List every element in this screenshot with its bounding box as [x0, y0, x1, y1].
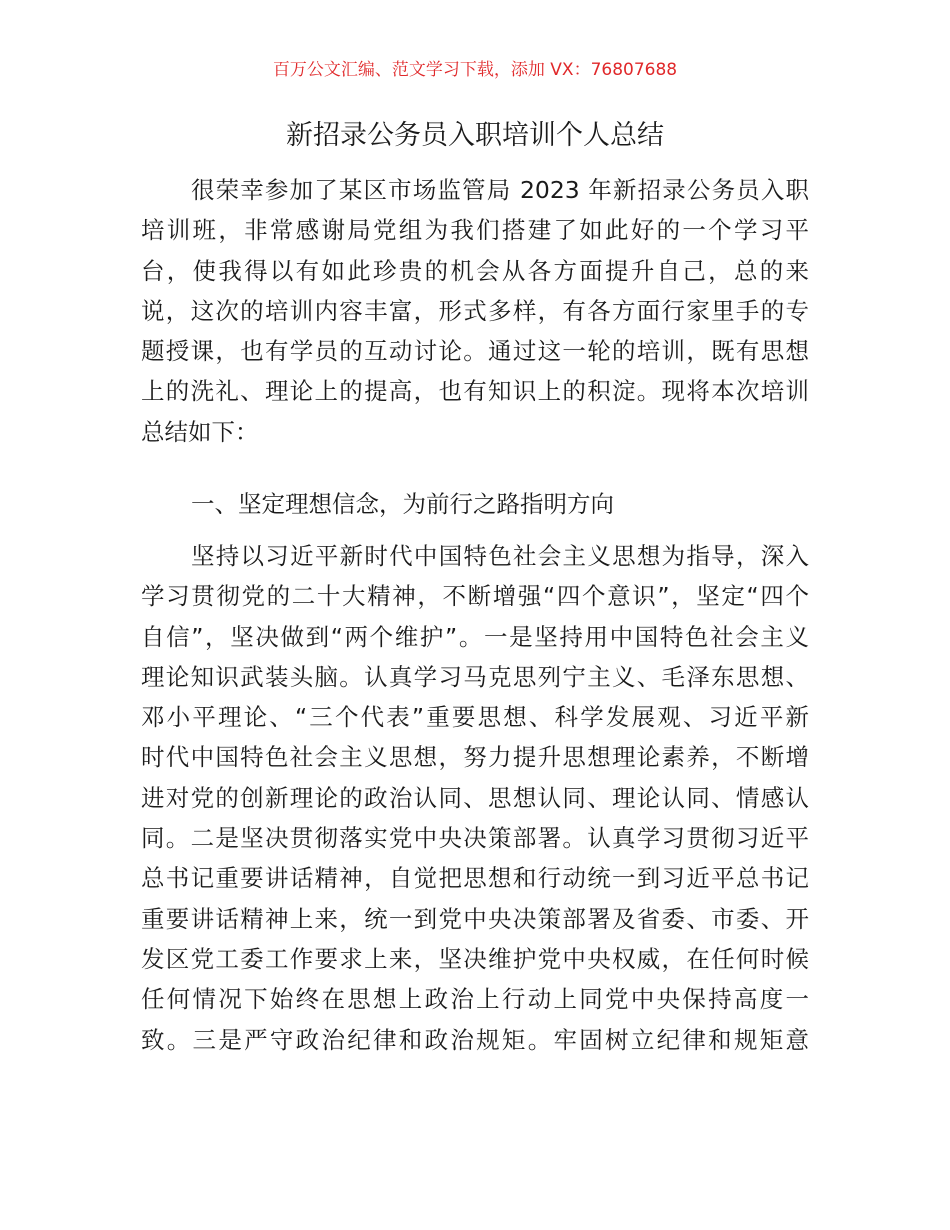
- text-line: 邓小平理论、“三个代表”重要思想、科学发展观、习近平新: [141, 703, 809, 732]
- text-line: 一、坚定理想信念，为前行之路指明方向: [191, 490, 614, 518]
- text-line: 培训班，非常感谢局党组为我们搭建了如此好的一个学习平: [141, 216, 809, 245]
- section-heading-1: [141, 484, 809, 524]
- text-line: 总书记重要讲话精神，自觉把思想和行动统一到习近平总书记: [141, 864, 809, 893]
- text-line: 发区党工委工作要求上来，坚决维护党中央权威，在任何时候: [141, 944, 809, 973]
- text-line: 台，使我得以有如此珍贵的机会从各方面提升自己，总的来: [141, 256, 809, 285]
- text-line: 上的洗礼、理论上的提高，也有知识上的积淀。现将本次培训: [141, 377, 809, 406]
- text-line: 同。二是坚决贯彻落实党中央决策部署。认真学习贯彻习近平: [141, 824, 809, 853]
- paragraph-section-1: [141, 536, 809, 1060]
- text-line: 任何情况下始终在思想上政治上行动上同党中央保持高度一: [141, 985, 809, 1014]
- watermark-header: 百万公文汇编、范文学习下载，添加 VX：76807688: [272, 60, 678, 80]
- text-line: 说，这次的培训内容丰富，形式多样，有各方面行家里手的专: [141, 296, 809, 325]
- document-title: 新招录公务员入职培训个人总结: [286, 120, 664, 151]
- text-line: 进对党的创新理论的政治认同、思想认同、理论认同、情感认: [141, 783, 809, 812]
- paragraph-intro: [141, 170, 809, 452]
- text-line: 坚持以习近平新时代中国特色社会主义思想为指导，深入: [191, 542, 809, 570]
- text-line: 重要讲话精神上来，统一到党中央决策部署及省委、市委、开: [141, 904, 809, 933]
- text-line: 题授课，也有学员的互动讨论。通过这一轮的培训，既有思想: [141, 337, 809, 366]
- text-line: 自信”，坚决做到“两个维护”。一是坚持用中国特色社会主义: [141, 622, 809, 651]
- text-line: 时代中国特色社会主义思想，努力提升思想理论素养，不断增: [141, 743, 809, 772]
- text-line: 理论知识武装头脑。认真学习马克思列宁主义、毛泽东思想、: [141, 662, 809, 691]
- text-line: 很荣幸参加了某区市场监管局 2023 年新招录公务员入职: [191, 176, 809, 204]
- text-line: 致。三是严守政治纪律和政治规矩。牢固树立纪律和规矩意: [141, 1025, 809, 1054]
- text-line: 总结如下：: [141, 417, 259, 446]
- text-line: 学习贯彻党的二十大精神，不断增强“四个意识”，坚定“四个: [141, 582, 809, 611]
